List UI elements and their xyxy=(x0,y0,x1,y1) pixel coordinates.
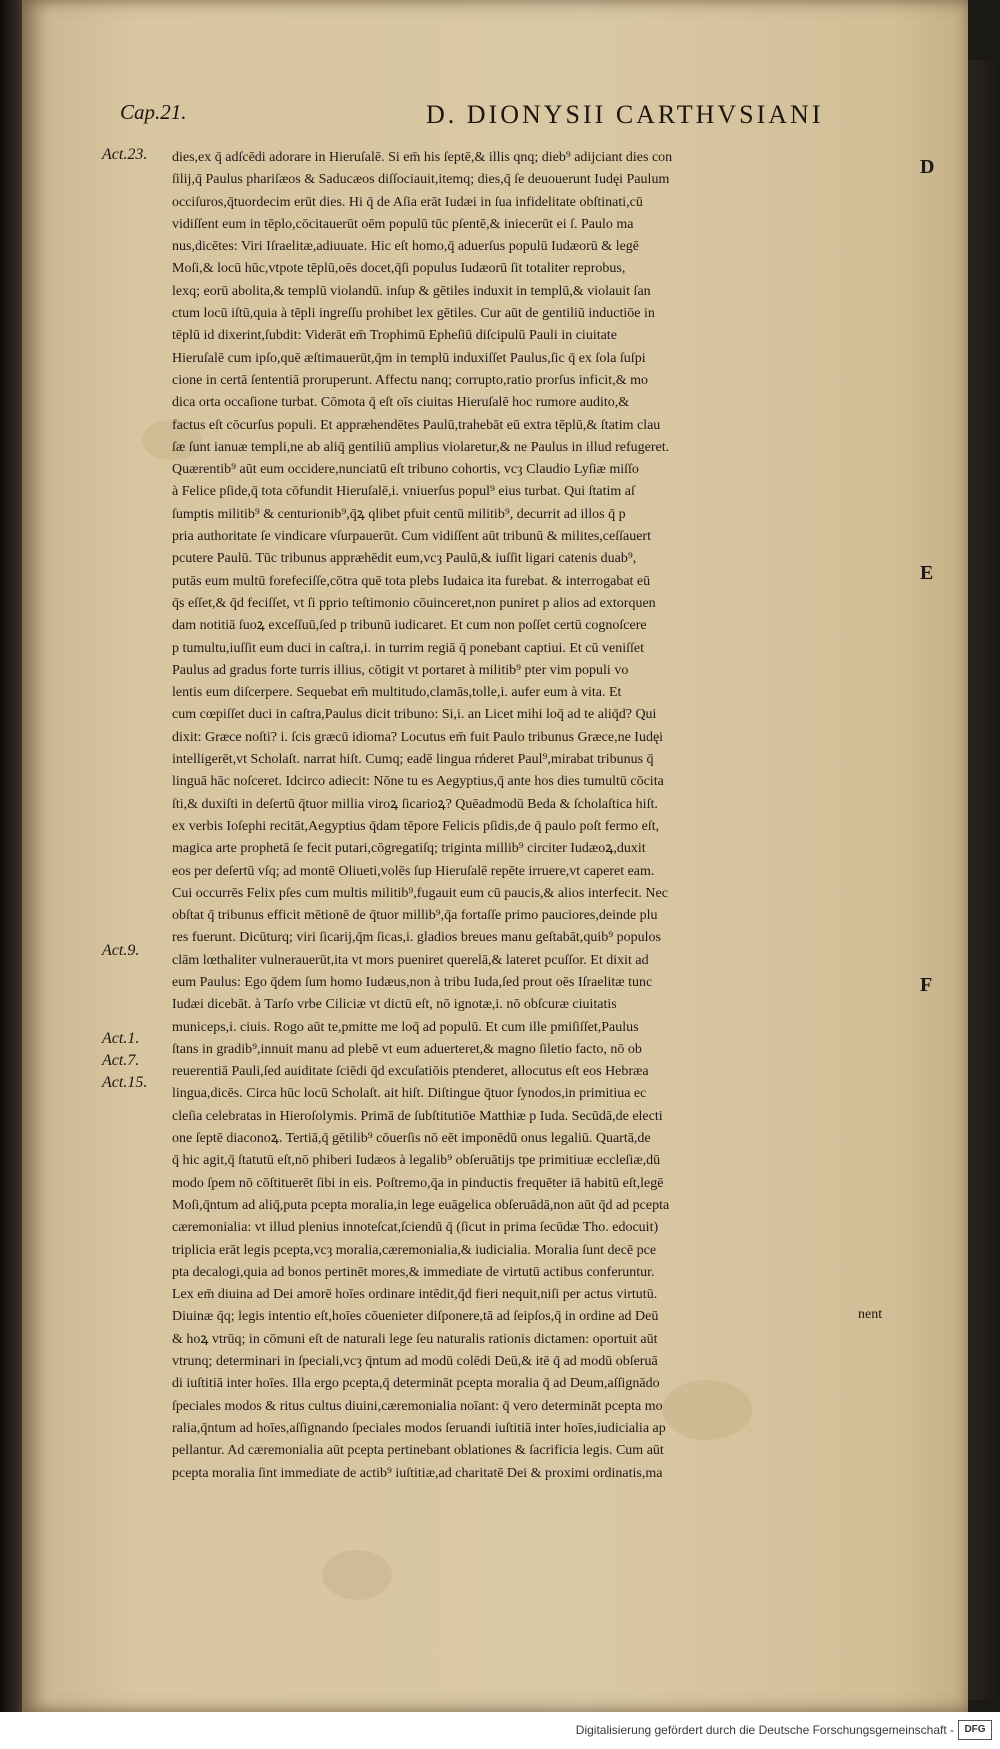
text-line: clām lœthaliter vulnerauerūt,ita vt mors pueniret querelā,& lateret pcuſſor. Et dixit ad xyxy=(172,952,649,968)
text-line: factus eſt cōcurſus populi. Et appræhendētes Paulū,trahebāt eū extra tēplū,& ſtatim clau xyxy=(172,417,661,433)
text-line: dies,ex q̄ adſcēdi adorare in Hieruſalē. Si em̄ his ſeptē,& illis qnq; dieb⁹ adijciant dies con xyxy=(172,150,673,165)
text-line: ralia,q̄ntum ad hoīes,aſſignando ſpeciales modos ſeruandi iuſtitiā inter hoīes,iudicialia ap xyxy=(172,1420,666,1436)
text-line: cum cœpiſſet duci in caſtra,Paulus dicit tribuno: Si,i. an Licet mihi loq̄ ad te aliq̄d? Qui xyxy=(172,707,657,723)
footer-bar xyxy=(0,1712,1000,1749)
text-line: triplicia erāt legis pcepta,vcȝ moralia,cæremonialia,& iudicialia. Moralia ſunt decē pce xyxy=(172,1242,657,1258)
text-line: cleſia celebratas in Hieroſolymis. Primā de ſubſtitutiōe Matthiæ p Iuda. Secūdā,de electi xyxy=(172,1108,663,1124)
text-line: ctum locū iſtū,quia à tēpli ingreſſu prohibet lex gētiles. Cur aūt de gentiliū inductiōe in xyxy=(172,306,655,322)
text-line: Moſi,q̄ntum ad aliq̄,puta pcepta moralia,in lege euāgelica obſeruādā,non aūt q̄d ad pcepta xyxy=(172,1197,670,1213)
text-line: nus,dicētes: Viri Iſraelitæ,adiuuate. Hic eſt homo,q̄ aduerſus populū Iudæorū & legē xyxy=(172,239,640,255)
section-letter: F xyxy=(920,974,933,996)
text-line: Lex em̄ diuina ad Dei amorē hoīes ordinare intēdit,q̄d fieri nequit,niſi per actus virtutū. xyxy=(172,1287,658,1303)
text-line: pcutere Paulū. Tūc tribunus appræhēdit eum,vcȝ Paulū,& iuſſit ligari catenis duab⁹, xyxy=(172,551,637,567)
margin-notes xyxy=(102,138,182,1138)
dfg-logo: DFG xyxy=(958,1720,992,1740)
funding-credit: Digitalisierung gefördert durch die Deutsche Forschungsgemeinschaft - xyxy=(575,1723,954,1737)
section-letters xyxy=(920,138,950,1038)
text-line: p tumultu,iuſſit eum duci in caſtra,i. in turrim regiā q̄ ponebant captiui. Et cū veniſſet xyxy=(172,640,644,656)
margin-note: Act.15. xyxy=(102,1074,148,1091)
text-line: ſæ ſunt ianuæ templi,ne ab aliq̄ gentiliū amplius violaretur,& ne Paulus in illud refugeret. xyxy=(172,439,670,455)
text-line: q̄ hic agit,q̄ ſtatutū eſt,nō phiberi Iudæos à legalib⁹ obſeruātijs tpe primitiuæ eccleſiæ,dū xyxy=(172,1153,661,1169)
paper-stain xyxy=(322,1550,392,1600)
text-line: & hoꝝ vtrūq; in cōmuni eſt de naturali lege ſeu naturalis rationis dictamen: oportuit aūt xyxy=(172,1331,658,1347)
text-line: q̄s eſſet,& q̄d feciſſet, vt ſi pprio teſtimonio cōuinceret,non puniret p alios ad extorquen xyxy=(172,595,656,611)
text-line: lexq; eorū abolita,& templū violandū. inſup & gētiles induxit in templū,& violauit ſan xyxy=(172,283,651,299)
margin-note: Act.9. xyxy=(102,942,140,959)
text-line: tēplū id dixerint,ſubdit: Viderāt em̄ Trophimū Epheſiū diſcipulū Pauli in ciuitate xyxy=(172,328,617,344)
running-title: D. DIONYSII CARTHVSIANI xyxy=(426,100,824,129)
margin-note: Act.1. xyxy=(102,1030,140,1047)
text-line: eum Paulus: Ego q̄dem ſum homo Iudæus,non à tribu Iuda,ſed prout oēs Iſraelitæ tunc xyxy=(172,974,653,990)
text-line: modo ſpem nō cōſtituerēt ſibi in eis. Poſtremo,q̄a in pinductis frequēter iā habitū eſt,legē xyxy=(172,1175,664,1191)
text-line: cione in certā ſententiā proruperunt. Affectu nanq; corrupto,ratio prorſus inficit,& mo xyxy=(172,372,648,388)
text-line: ſumptis militib⁹ & centurionib⁹,q̄ꝝ qlibet pfuit centū militib⁹, decurrit ad illos q̄ p xyxy=(172,506,626,522)
text-line: linguā hāc noſceret. Idcirco adiecit: Nōne tu es Aegyptius,q̄ ante hos dies tumultū cōcita xyxy=(172,774,664,790)
text-line: vidiſſent eum in tēplo,cōcitauerūt oēm populū tūc pſentē,& iniecerūt ei ſ. Paulo ma xyxy=(172,216,634,232)
text-line: pcepta moralia ſint immediate de actib⁹ iuſtitiæ,ad charitatē Dei & proximi ordinatis,ma xyxy=(172,1465,663,1481)
text-line: Cui occurrēs Felix pſes cum multis militib⁹,fugauit eum cū paucis,& alios interfecit. Nec xyxy=(172,885,668,901)
text-line: ex verbis Ioſephi recitāt,Aegyptius q̄dam tēpore Felicis pſidis,de q̄ paulo poſt fermo eſt, xyxy=(172,818,660,834)
catchword: nent xyxy=(858,1307,883,1322)
text-line: ſti,& duxiſti in deſertū q̄tuor millia viroꝝ ſicarioꝝ? Quēadmodū Beda & ſcholaſtica hiſt. xyxy=(172,796,658,812)
text-line: Quærentib⁹ aūt eum occidere,nunciatū eſt tribuno cohortis, vcȝ Claudio Lyſiæ miſſo xyxy=(172,462,639,478)
page-edge-shadow xyxy=(966,60,1000,1700)
margin-note: Act.7. xyxy=(102,1052,140,1069)
section-letter: E xyxy=(920,562,934,584)
text-line: ſilij,q̄ Paulus phariſæos & Saducæos diſſociauit,itemq; dies,q̄ ſe deuouerunt Iudęi Paulum xyxy=(172,172,670,188)
text-line: lingua,dicēs. Circa hūc locū Scholaſt. ait hiſt. Diſtingue q̄tuor ſynodos,in primitiua ec xyxy=(172,1086,647,1102)
text-line: magica arte prophetā ſe fecit putari,cōgregatiſq; triginta millib⁹ circiter Iudæoꝝ,duxit xyxy=(172,841,646,857)
text-line: lentis eum diſcerpere. Sequebat em̄ multitudo,clamās,tolle,i. aufer eum à vita. Et xyxy=(172,685,622,701)
text-line: dam notitiā ſuoꝝ exceſſuū,ſed p tribunū iudicaret. Et cum non poſſet certū cognoſcere xyxy=(172,618,647,634)
text-line: ſtans in gradib⁹,innuit manu ad plebē vt eum aduerteret,& magno ſiletio facto, nō ob xyxy=(172,1041,642,1057)
text-line: pria authoritate ſe vindicare vſurpauerūt. Cum vidiſſent aūt tribunū & milites,ceſſauert xyxy=(172,529,651,545)
text-line: di iuſtitiā inter hoīes. Illa ergo pcepta,q̄ determināt pcepta moralia q̄ ad Deum,aſſignādo xyxy=(172,1376,660,1392)
text-line: Moſi,& locū hūc,vtpote tēplū,oēs docet,q̄ſi populus Iudæorū ſit totaliter reprobus, xyxy=(172,261,626,277)
text-line: Hieruſalē cum ipſo,quē æſtimauerūt,q̄m in templū induxiſſet Paulus,ſic q̄ ex ſola ſuſpi xyxy=(172,350,646,366)
text-line: pta decalogi,quia ad bonos pertinēt mores,& immediate de virtutū actibus conferuntur. xyxy=(172,1264,655,1280)
text-line: ſpeciales modos & ritus cultus diuini,cæremonialia noīant: q̄ vero determināt pcepta mo xyxy=(172,1398,663,1414)
text-line: occiſuros,q̄tuordecim erūt dies. Hi q̄ de Aſia erāt Iudæi in ſua infidelitate obſtinati,cū xyxy=(172,194,643,210)
chapter-label: Cap.21. xyxy=(120,100,187,124)
text-line: dica orta occaſione turbat. Cōmota q̄ eſt oīs ciuitas Hieruſalē hoc rumore audito,& xyxy=(172,395,630,411)
text-line: pellantur. Ad cæremonialia aūt pcepta pertinebant oblationes & ſacrificia legis. Cum aūt xyxy=(172,1443,664,1459)
text-line: intelligerēt,vt Scholaſt. narrat hiſt. Cumq; eadē lingua rńderet Paul⁹,mirabat tribunus q̄ xyxy=(172,752,654,768)
text-line: Paulus ad gradus forte turris illius, cōtigit vt portaret à militib⁹ pter vim populi vo xyxy=(172,662,629,678)
margin-note: Act.23. xyxy=(102,146,148,163)
running-head xyxy=(96,100,946,134)
text-line: res fuerunt. Dicūturq; viri ſicarij,q̄m ſicas,i. gladios breues manu geſtabāt,quib⁹ populos xyxy=(172,930,661,946)
text-line: à Felice pſide,q̄ tota cōfundit Hieruſalē,i. vniuerſus popul⁹ eius turbat. Qui ſtatim aſ xyxy=(172,484,635,500)
text-line: Iudæi dicebāt. à Tarſo vrbe Ciliciæ vt dictū eſt, nō ignotæ,i. nō obſcuræ ciuitatis xyxy=(172,997,617,1013)
text-line: municeps,i. ciuis. Rogo aūt te,pmitte me loq̄ ad populū. Et cum ille pmiſiſſet,Paulus xyxy=(172,1019,639,1035)
text-line: reuerentiā Pauli,ſed auiditate ſciēdi q̄d excuſatiōis ptenderet, allocutus eſt eos Hebræa xyxy=(172,1064,649,1080)
text-line: Diuinæ q̄q; legis intentio eſt,hoīes cōuenieter diſponere,tā ad ſeipſos,q̄ in ordine ad Deū xyxy=(172,1309,659,1325)
section-letter: D xyxy=(920,156,935,178)
text-line: cæremonialia: vt illud plenius innoteſcat,ſciendū q̄ (ſicut in prima ſecūdæ Tho. edocuit) xyxy=(172,1220,659,1236)
text-line: one ſeptē diaconoꝝ. Tertiā,q̄ gētilib⁹ cōuerſis nō eēt imponēdū onus legaliū. Quartā,de xyxy=(172,1131,651,1147)
text-line: obſtat q̄ tribunus efficit mētionē de q̄tuor millib⁹,q̄a fortaſſe primo pauciores,deinde plu xyxy=(172,908,658,924)
text-line: vtrunq; determinari in ſpeciali,vcȝ q̄ntum ad modū colēdi Deū,& itē q̄ ad modū obſeruā xyxy=(172,1354,658,1370)
text-line: dixit: Græce noſti? i. ſcis græcū idioma? Locutus em̄ fuit Paulo tribunus Græce,ne Iudęi xyxy=(172,729,664,745)
text-line: eos per deſertū vſq; ad montē Oliueti,volēs ſup Hieruſalē repēte irruere,vt caperet eam. xyxy=(172,863,655,879)
text-line: putās eum multū forefeciſſe,cōtra quē tota plebs Iudaica ita furebat. & interrogabat eū xyxy=(172,573,651,589)
